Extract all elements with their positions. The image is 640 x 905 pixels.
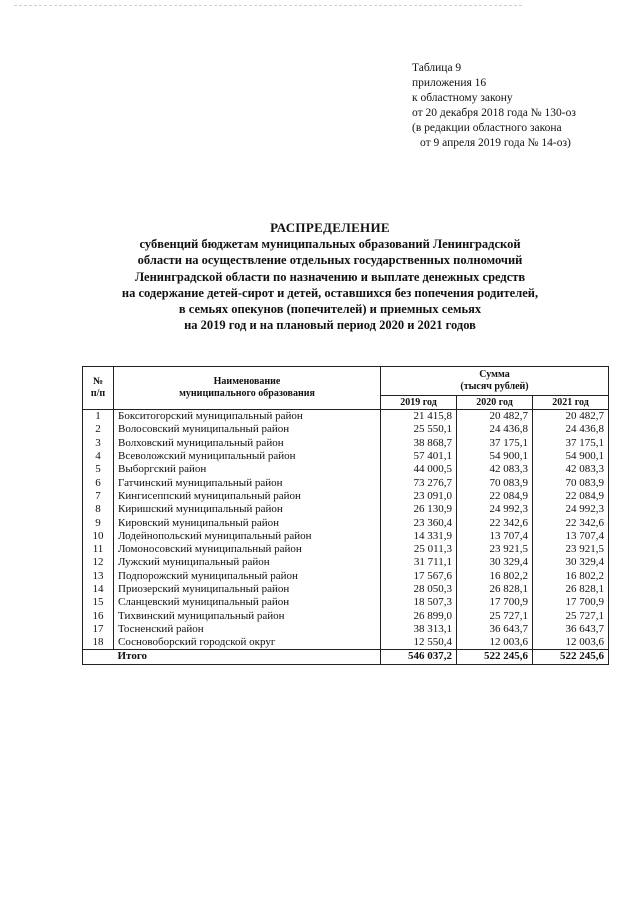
row-number: 11 <box>83 543 114 556</box>
table-row <box>83 490 609 503</box>
amount-2021: 22 084,9 <box>533 490 609 503</box>
amount-2019: 73 276,7 <box>381 476 457 489</box>
amount-2021: 12 003,6 <box>533 636 609 650</box>
row-number: 14 <box>83 583 114 596</box>
municipality-name: Выборгский район <box>114 463 381 476</box>
col-header-number: № п/п <box>83 367 114 410</box>
row-number: 9 <box>83 516 114 529</box>
table-row <box>83 596 609 609</box>
table-row <box>83 423 609 436</box>
table-row <box>83 410 609 424</box>
municipality-name: Гатчинский муниципальный район <box>114 476 381 489</box>
amount-2020: 36 643,7 <box>457 623 533 636</box>
amount-2019: 38 868,7 <box>381 437 457 450</box>
amount-2020: 24 436,8 <box>457 423 533 436</box>
total-2019: 546 037,2 <box>381 650 457 664</box>
row-number: 18 <box>83 636 114 650</box>
municipality-name: Ломоносовский муниципальный район <box>114 543 381 556</box>
amount-2020: 22 342,6 <box>457 516 533 529</box>
amount-2019: 14 331,9 <box>381 530 457 543</box>
table-row <box>83 543 609 556</box>
table-row <box>83 609 609 622</box>
amount-2020: 30 329,4 <box>457 556 533 569</box>
row-number: 8 <box>83 503 114 516</box>
row-number: 10 <box>83 530 114 543</box>
amount-2020: 20 482,7 <box>457 410 533 424</box>
col-header-year: 2019 год <box>381 396 457 410</box>
municipality-name: Лодейнопольский муниципальный район <box>114 530 381 543</box>
table-row <box>83 530 609 543</box>
municipality-name: Тосненский район <box>114 623 381 636</box>
amount-2020: 17 700,9 <box>457 596 533 609</box>
amount-2021: 20 482,7 <box>533 410 609 424</box>
total-label: Итого <box>114 650 381 664</box>
amount-2019: 21 415,8 <box>381 410 457 424</box>
municipality-name: Приозерский муниципальный район <box>114 583 381 596</box>
row-number: 17 <box>83 623 114 636</box>
amount-2019: 38 313,1 <box>381 623 457 636</box>
row-number: 6 <box>83 476 114 489</box>
amount-2019: 26 899,0 <box>381 609 457 622</box>
appendix-line: от 20 декабря 2018 года № 130-оз <box>412 107 576 119</box>
table-row <box>83 623 609 636</box>
amount-2020: 70 083,9 <box>457 476 533 489</box>
row-number: 12 <box>83 556 114 569</box>
municipality-name: Сланцевский муниципальный район <box>114 596 381 609</box>
table-row <box>83 516 609 529</box>
municipality-name: Бокситогорский муниципальный район <box>114 410 381 424</box>
amount-2021: 36 643,7 <box>533 623 609 636</box>
document-title <box>60 220 600 333</box>
amount-2021: 17 700,9 <box>533 596 609 609</box>
municipality-name: Кингисеппский муниципальный район <box>114 490 381 503</box>
municipality-name: Киришский муниципальный район <box>114 503 381 516</box>
amount-2020: 54 900,1 <box>457 450 533 463</box>
amount-2019: 25 011,3 <box>381 543 457 556</box>
amount-2019: 17 567,6 <box>381 570 457 583</box>
amount-2019: 44 000,5 <box>381 463 457 476</box>
amount-2021: 42 083,3 <box>533 463 609 476</box>
appendix-line: приложения 16 <box>412 77 487 89</box>
amount-2021: 70 083,9 <box>533 476 609 489</box>
table-row <box>83 636 609 650</box>
scan-top-edge <box>14 5 522 6</box>
appendix-reference <box>412 61 632 151</box>
amount-2020: 16 802,2 <box>457 570 533 583</box>
amount-2021: 26 828,1 <box>533 583 609 596</box>
amount-2020: 42 083,3 <box>457 463 533 476</box>
amount-2021: 23 921,5 <box>533 543 609 556</box>
amount-2019: 12 550,4 <box>381 636 457 650</box>
row-number: 5 <box>83 463 114 476</box>
amount-2019: 31 711,1 <box>381 556 457 569</box>
title-line: на 2019 год и на плановый период 2020 и 2021 годов <box>184 318 476 333</box>
municipality-name: Подпорожский муниципальный район <box>114 570 381 583</box>
row-number: 15 <box>83 596 114 609</box>
amount-2021: 13 707,4 <box>533 530 609 543</box>
municipality-name: Тихвинский муниципальный район <box>114 609 381 622</box>
amount-2021: 24 436,8 <box>533 423 609 436</box>
amount-2020: 12 003,6 <box>457 636 533 650</box>
table-row <box>83 463 609 476</box>
amount-2020: 23 921,5 <box>457 543 533 556</box>
total-2020: 522 245,6 <box>457 650 533 664</box>
amount-2020: 26 828,1 <box>457 583 533 596</box>
amount-2021: 24 992,3 <box>533 503 609 516</box>
amount-2020: 25 727,1 <box>457 609 533 622</box>
amount-2020: 37 175,1 <box>457 437 533 450</box>
table-row <box>83 583 609 596</box>
amount-2019: 28 050,3 <box>381 583 457 596</box>
row-number: 13 <box>83 570 114 583</box>
row-number: 1 <box>83 410 114 424</box>
amount-2020: 22 084,9 <box>457 490 533 503</box>
table-row <box>83 450 609 463</box>
col-header-year: 2020 год <box>457 396 533 410</box>
title-main: РАСПРЕДЕЛЕНИЕ <box>270 220 390 235</box>
row-number: 2 <box>83 423 114 436</box>
title-line: субвенций бюджетам муниципальных образований Ленинградской <box>139 237 521 252</box>
municipality-name: Кировский муниципальный район <box>114 516 381 529</box>
title-line: Ленинградской области по назначению и выплате денежных средств <box>134 269 526 284</box>
amount-2021: 30 329,4 <box>533 556 609 569</box>
row-number: 7 <box>83 490 114 503</box>
table-row <box>83 570 609 583</box>
table-row <box>83 476 609 489</box>
appendix-line: Таблица 9 <box>412 62 462 74</box>
row-number: 16 <box>83 609 114 622</box>
amount-2019: 25 550,1 <box>381 423 457 436</box>
col-header-name: Наименование муниципального образования <box>114 367 381 410</box>
table-row <box>83 556 609 569</box>
municipality-name: Сосновоборский городской округ <box>114 636 381 650</box>
municipality-name: Волховский муниципальный район <box>114 437 381 450</box>
total-2021: 522 245,6 <box>533 650 609 664</box>
amount-2019: 26 130,9 <box>381 503 457 516</box>
title-line: области на осуществление отдельных государственных полномочий <box>137 253 523 268</box>
amount-2019: 23 360,4 <box>381 516 457 529</box>
amount-2021: 16 802,2 <box>533 570 609 583</box>
table-row <box>83 437 609 450</box>
col-header-year: 2021 год <box>533 396 609 410</box>
row-number: 4 <box>83 450 114 463</box>
municipality-name: Лужский муниципальный район <box>114 556 381 569</box>
amount-2019: 23 091,0 <box>381 490 457 503</box>
amount-2019: 18 507,3 <box>381 596 457 609</box>
total-number-cell <box>83 650 114 664</box>
amount-2021: 25 727,1 <box>533 609 609 622</box>
total-row <box>83 650 609 664</box>
col-header-sum: Сумма (тысяч рублей) <box>381 367 609 396</box>
amount-2021: 54 900,1 <box>533 450 609 463</box>
title-line: на содержание детей-сирот и детей, оставшихся без попечения родителей, <box>121 285 539 300</box>
appendix-line: к областному закону <box>412 92 513 104</box>
appendix-line: от 9 апреля 2019 года № 14-оз) <box>420 137 571 149</box>
municipality-name: Волосовский муниципальный район <box>114 423 381 436</box>
appendix-line: (в редакции областного закона <box>412 122 562 134</box>
title-line: в семьях опекунов (попечителей) и приемных семьях <box>178 302 482 317</box>
distribution-table <box>82 366 609 665</box>
amount-2021: 37 175,1 <box>533 437 609 450</box>
amount-2021: 22 342,6 <box>533 516 609 529</box>
municipality-name: Всеволожский муниципальный район <box>114 450 381 463</box>
amount-2020: 24 992,3 <box>457 503 533 516</box>
amount-2020: 13 707,4 <box>457 530 533 543</box>
table-row <box>83 503 609 516</box>
amount-2019: 57 401,1 <box>381 450 457 463</box>
row-number: 3 <box>83 437 114 450</box>
